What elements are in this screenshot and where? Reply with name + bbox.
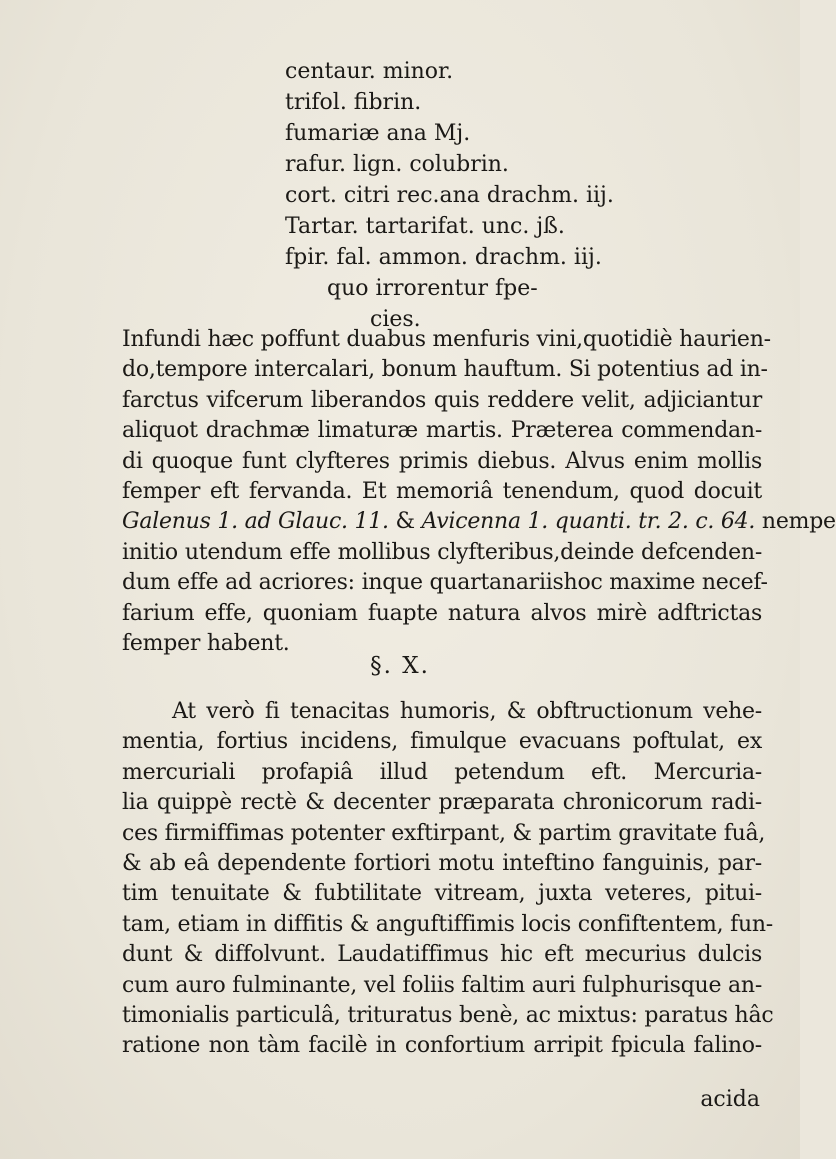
text-line: initio utendum effe mollibus clyfteribus,deinde defcenden- [122, 539, 762, 565]
text-line: & ab eâ dependente fortiori motu inteftino fanguinis, par- [122, 851, 762, 877]
recipe-line: trifol. fibrin. [285, 90, 422, 115]
section-heading: §. X. [370, 653, 430, 679]
recipe-line: fpir. fal. ammon. drachm. iij. [285, 245, 602, 270]
recipe-line: cies. [370, 307, 421, 332]
recipe-line: fumariæ ana Mj. [285, 121, 471, 146]
text-line: mercuriali profapiâ illud petendum eft. Mercuria- [122, 759, 762, 785]
catchword: acida [700, 1087, 760, 1112]
citation-rest: nempe [755, 509, 836, 535]
text-line: ratione non tàm facilè in confortium arripit fpicula falino- [122, 1033, 762, 1059]
text-line: aliquot drachmæ limaturæ martis. Præterea commendan- [122, 418, 762, 444]
recipe-line: Tartar. tartarifat. unc. jß. [285, 214, 565, 239]
text-line: tam, etiam in diffitis & anguftiffimis locis confiftentem, fun- [122, 911, 773, 937]
text-line: mentia, fortius incidens, fimulque evacuans poftulat, ex [122, 729, 762, 755]
paragraph-infusion [122, 325, 836, 659]
paragraph-mercury [122, 697, 774, 1062]
text-line: dum effe ad acriores: inque quartanariishoc maxime necef- [122, 570, 768, 596]
text-line: Infundi hæc poffunt duabus menfuris vini,quotidiè haurien- [122, 327, 771, 352]
text-line: At verò fi tenacitas humoris, & obftructionum vehe- [172, 699, 762, 724]
text-line: tim tenuitate & fubtilitate vitream, juxta veteres, pitui- [122, 881, 762, 907]
text-line: femper habent. [122, 631, 290, 657]
citation-avicenna: Avicenna 1. quanti. tr. 2. c. 64. [421, 509, 756, 535]
text-line: cum auro fulminante, vel foliis faltim auri fulphurisque an- [122, 972, 762, 998]
text-line: farctus vifcerum liberandos quis reddere velit, adjiciantur [122, 387, 762, 413]
text-line: lia quippè rectè & decenter præparata chronicorum radi- [122, 790, 762, 816]
recipe-line: centaur. minor. [285, 59, 454, 84]
text-line: do,tempore intercalari, bonum hauftum. Si potentius ad in- [122, 357, 768, 383]
text-line: dunt & diffolvunt. Laudatiffimus hic eft mecurius dulcis [122, 942, 762, 968]
text-line: di quoque funt clyfteres primis diebus. Alvus enim mollis [122, 448, 762, 474]
text-line: ces firmiffimas potenter exftirpant, & partim gravitate fuâ, [122, 820, 766, 846]
recipe-line: cort. citri rec.ana drachm. iij. [285, 183, 614, 208]
text-line: timonialis particulâ, trituratus benè, ac mixtus: paratus hâc [122, 1003, 774, 1029]
recipe-line: quo irrorentur fpe- [327, 276, 538, 301]
text-line: farium effe, quoniam fuapte natura alvos mirè adftrictas [122, 600, 762, 626]
recipe-list [285, 56, 725, 335]
recipe-line: rafur. lign. colubrin. [285, 152, 509, 177]
text-line: femper eft fervanda. Et memoriâ tenendum, quod docuit [122, 479, 762, 505]
citation-galenus: Galenus 1. ad Glauc. 11. [122, 509, 389, 535]
citation-connector: & [388, 509, 422, 535]
reference-line [122, 507, 836, 537]
